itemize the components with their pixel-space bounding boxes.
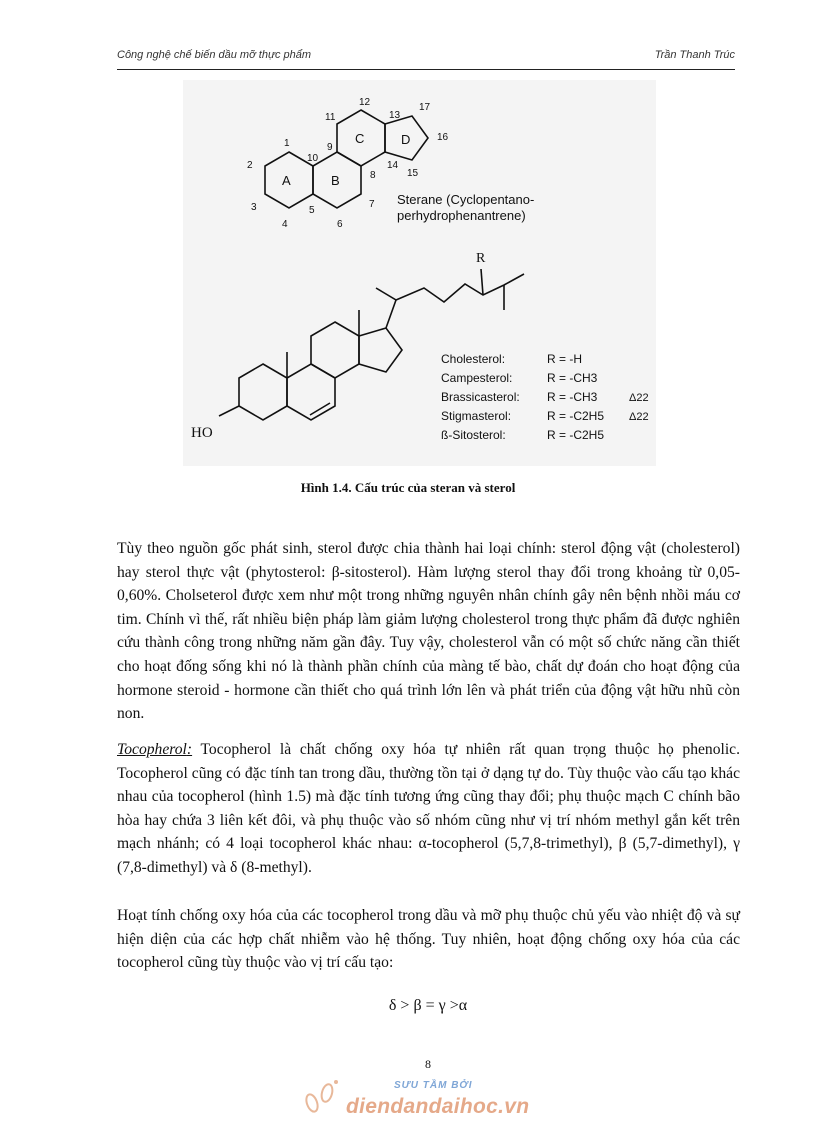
atom-number-1: 1	[284, 138, 290, 149]
paragraph-sterol-origin: Tùy theo nguồn gốc phát sinh, sterol được chia thành hai loại chính: sterol động vật (cholesterol) hay sterol thực vật (phytosterol: β-sitosterol). Hàm lượng sterol thay đổi trong khoảng từ 0,05-0,60%. Cholseterol được xem như một trong những nguyên nhân chính gây nên bệnh nhồi máu cơ tim. Chính vì thế, rất nhiều biện pháp làm giảm lượng cholesterol trong thực phẩm đã được nghiên cứu thành công trong những năm gần đây. Tuy vậy, cholesterol vẫn có một số chức năng cần thiết cho hoạt đống sống khi nó là thành phần chính của màng tế bào, chất dự đoán cho hoạt động của hormone steroid - hormone cần thiết cho quá trình lớn lên và phát triển của động vật hữu nhũ còn non.	[117, 540, 740, 723]
header-author: Trần Thanh Trúc	[654, 49, 735, 61]
watermark-collected-by: SƯU TẦM BỞI	[394, 1080, 473, 1091]
atom-number-16: 16	[437, 132, 449, 143]
sterol-ring-a	[239, 364, 287, 420]
hydroxyl-bond	[219, 406, 239, 416]
sterol-delta-3: Δ22	[629, 392, 649, 404]
figure-caption: Hình 1.4. Cấu trúc của steran và sterol	[300, 480, 516, 495]
atom-number-14: 14	[387, 160, 399, 171]
atom-number-8: 8	[370, 170, 376, 181]
sterol-name-2: Campesterol:	[441, 371, 513, 385]
side-chain-main	[396, 284, 504, 302]
sterane-labels	[247, 97, 534, 230]
atom-number-5: 5	[309, 205, 315, 216]
atom-number-15: 15	[407, 168, 419, 179]
sterol-r-1: R = -H	[547, 352, 583, 366]
atom-number-13: 13	[389, 110, 401, 121]
page-number: 8	[425, 1057, 431, 1071]
steran-sterol-diagram	[183, 80, 656, 466]
sterol-r-4: R = -C2H5	[547, 409, 605, 423]
atom-number-10: 10	[307, 153, 319, 164]
atom-number-17: 17	[419, 102, 431, 113]
paragraph-tocopherol	[117, 738, 740, 880]
sterane-name-line2: perhydrophenantrene)	[397, 208, 526, 223]
r-group-label: R	[476, 251, 486, 266]
activity-order-formula: δ > β = γ >α	[388, 997, 468, 1014]
atom-number-12: 12	[359, 97, 371, 108]
tocopherol-heading: Tocopherol	[117, 741, 187, 758]
ring-label-b: B	[331, 173, 340, 188]
sterane-name-line1: Sterane (Cyclopentano-	[397, 192, 535, 207]
ring-label-a: A	[282, 173, 291, 188]
sterol-ring-b	[287, 364, 335, 420]
header-book-title: Công nghệ chế biến dầu mỡ thực phẩm	[117, 49, 312, 61]
sterol-name-3: Brassicasterol:	[441, 390, 520, 404]
tocopherol-text: Tocopherol là chất chống oxy hóa tự nhiên rất quan trọng thuộc họ phenolic. Tocopherol cũng có đặc tính tan trong dầu, thường tồn tại ở dạng tự do. Tùy thuộc vào cấu tạo khác nhau của tocopherol (hình 1.5) mà đặc tính tương ứng cũng thay đổi; phụ thuộc mạch C chính bão hòa hay chứa 3 liên kết đôi, và phụ thuộc vào số nhóm cũng như vị trí nhóm methyl gắn kết trên mạch nhánh; có 4 loại tocopherol khác nhau: α-tocopherol (5,7,8-trimethyl), β (5,7-dimethyl), γ (7,8-dimethyl) và δ (8-methyl).	[117, 741, 740, 876]
atom-number-4: 4	[282, 219, 288, 230]
double-bond-5-6	[310, 403, 330, 415]
atom-number-9: 9	[327, 142, 333, 153]
page-header	[117, 47, 735, 70]
sterol-ring-d	[359, 328, 402, 372]
atom-number-6: 6	[337, 219, 343, 230]
hydroxyl-label: HO	[191, 425, 213, 441]
sterol-table	[441, 352, 649, 442]
footprint-logo-icon	[300, 1077, 346, 1117]
atom-number-7: 7	[369, 199, 375, 210]
sterol-r-3: R = -CH3	[547, 390, 598, 404]
watermark	[300, 1069, 560, 1123]
sterol-name-1: Cholesterol:	[441, 352, 506, 366]
sterol-name-5: ß-Sitosterol:	[441, 428, 506, 442]
tocopherol-heading-colon: :	[186, 741, 193, 758]
watermark-site: diendandaihoc.vn	[346, 1095, 530, 1118]
sterol-name-4: Stigmasterol:	[441, 409, 512, 423]
ring-label-d: D	[401, 132, 411, 147]
paragraph-antioxidant-activity: Hoạt tính chống oxy hóa của các tocopherol trong dầu và mỡ phụ thuộc chủ yếu vào nhiệt độ và sự hiện diện của các hợp chất nhiễm vào hệ thống. Tuy nhiên, hoạt động chống oxy hóa của các tocopherol cũng tùy thuộc vào vị trí cấu tạo:	[117, 907, 740, 972]
steran-sterol-figure	[183, 80, 656, 466]
ring-label-c: C	[355, 131, 365, 146]
atom-number-2: 2	[247, 160, 253, 171]
side-chain-c20	[376, 288, 396, 328]
sterol-r-5: R = -C2H5	[547, 428, 605, 442]
atom-number-3: 3	[251, 202, 257, 213]
side-chain-branch-1	[504, 274, 524, 285]
sterol-delta-4: Δ22	[629, 411, 649, 423]
sterol-r-2: R = -CH3	[547, 371, 598, 385]
atom-number-11: 11	[325, 112, 336, 123]
r-bond	[481, 269, 483, 295]
sterol-ring-c	[311, 322, 359, 378]
